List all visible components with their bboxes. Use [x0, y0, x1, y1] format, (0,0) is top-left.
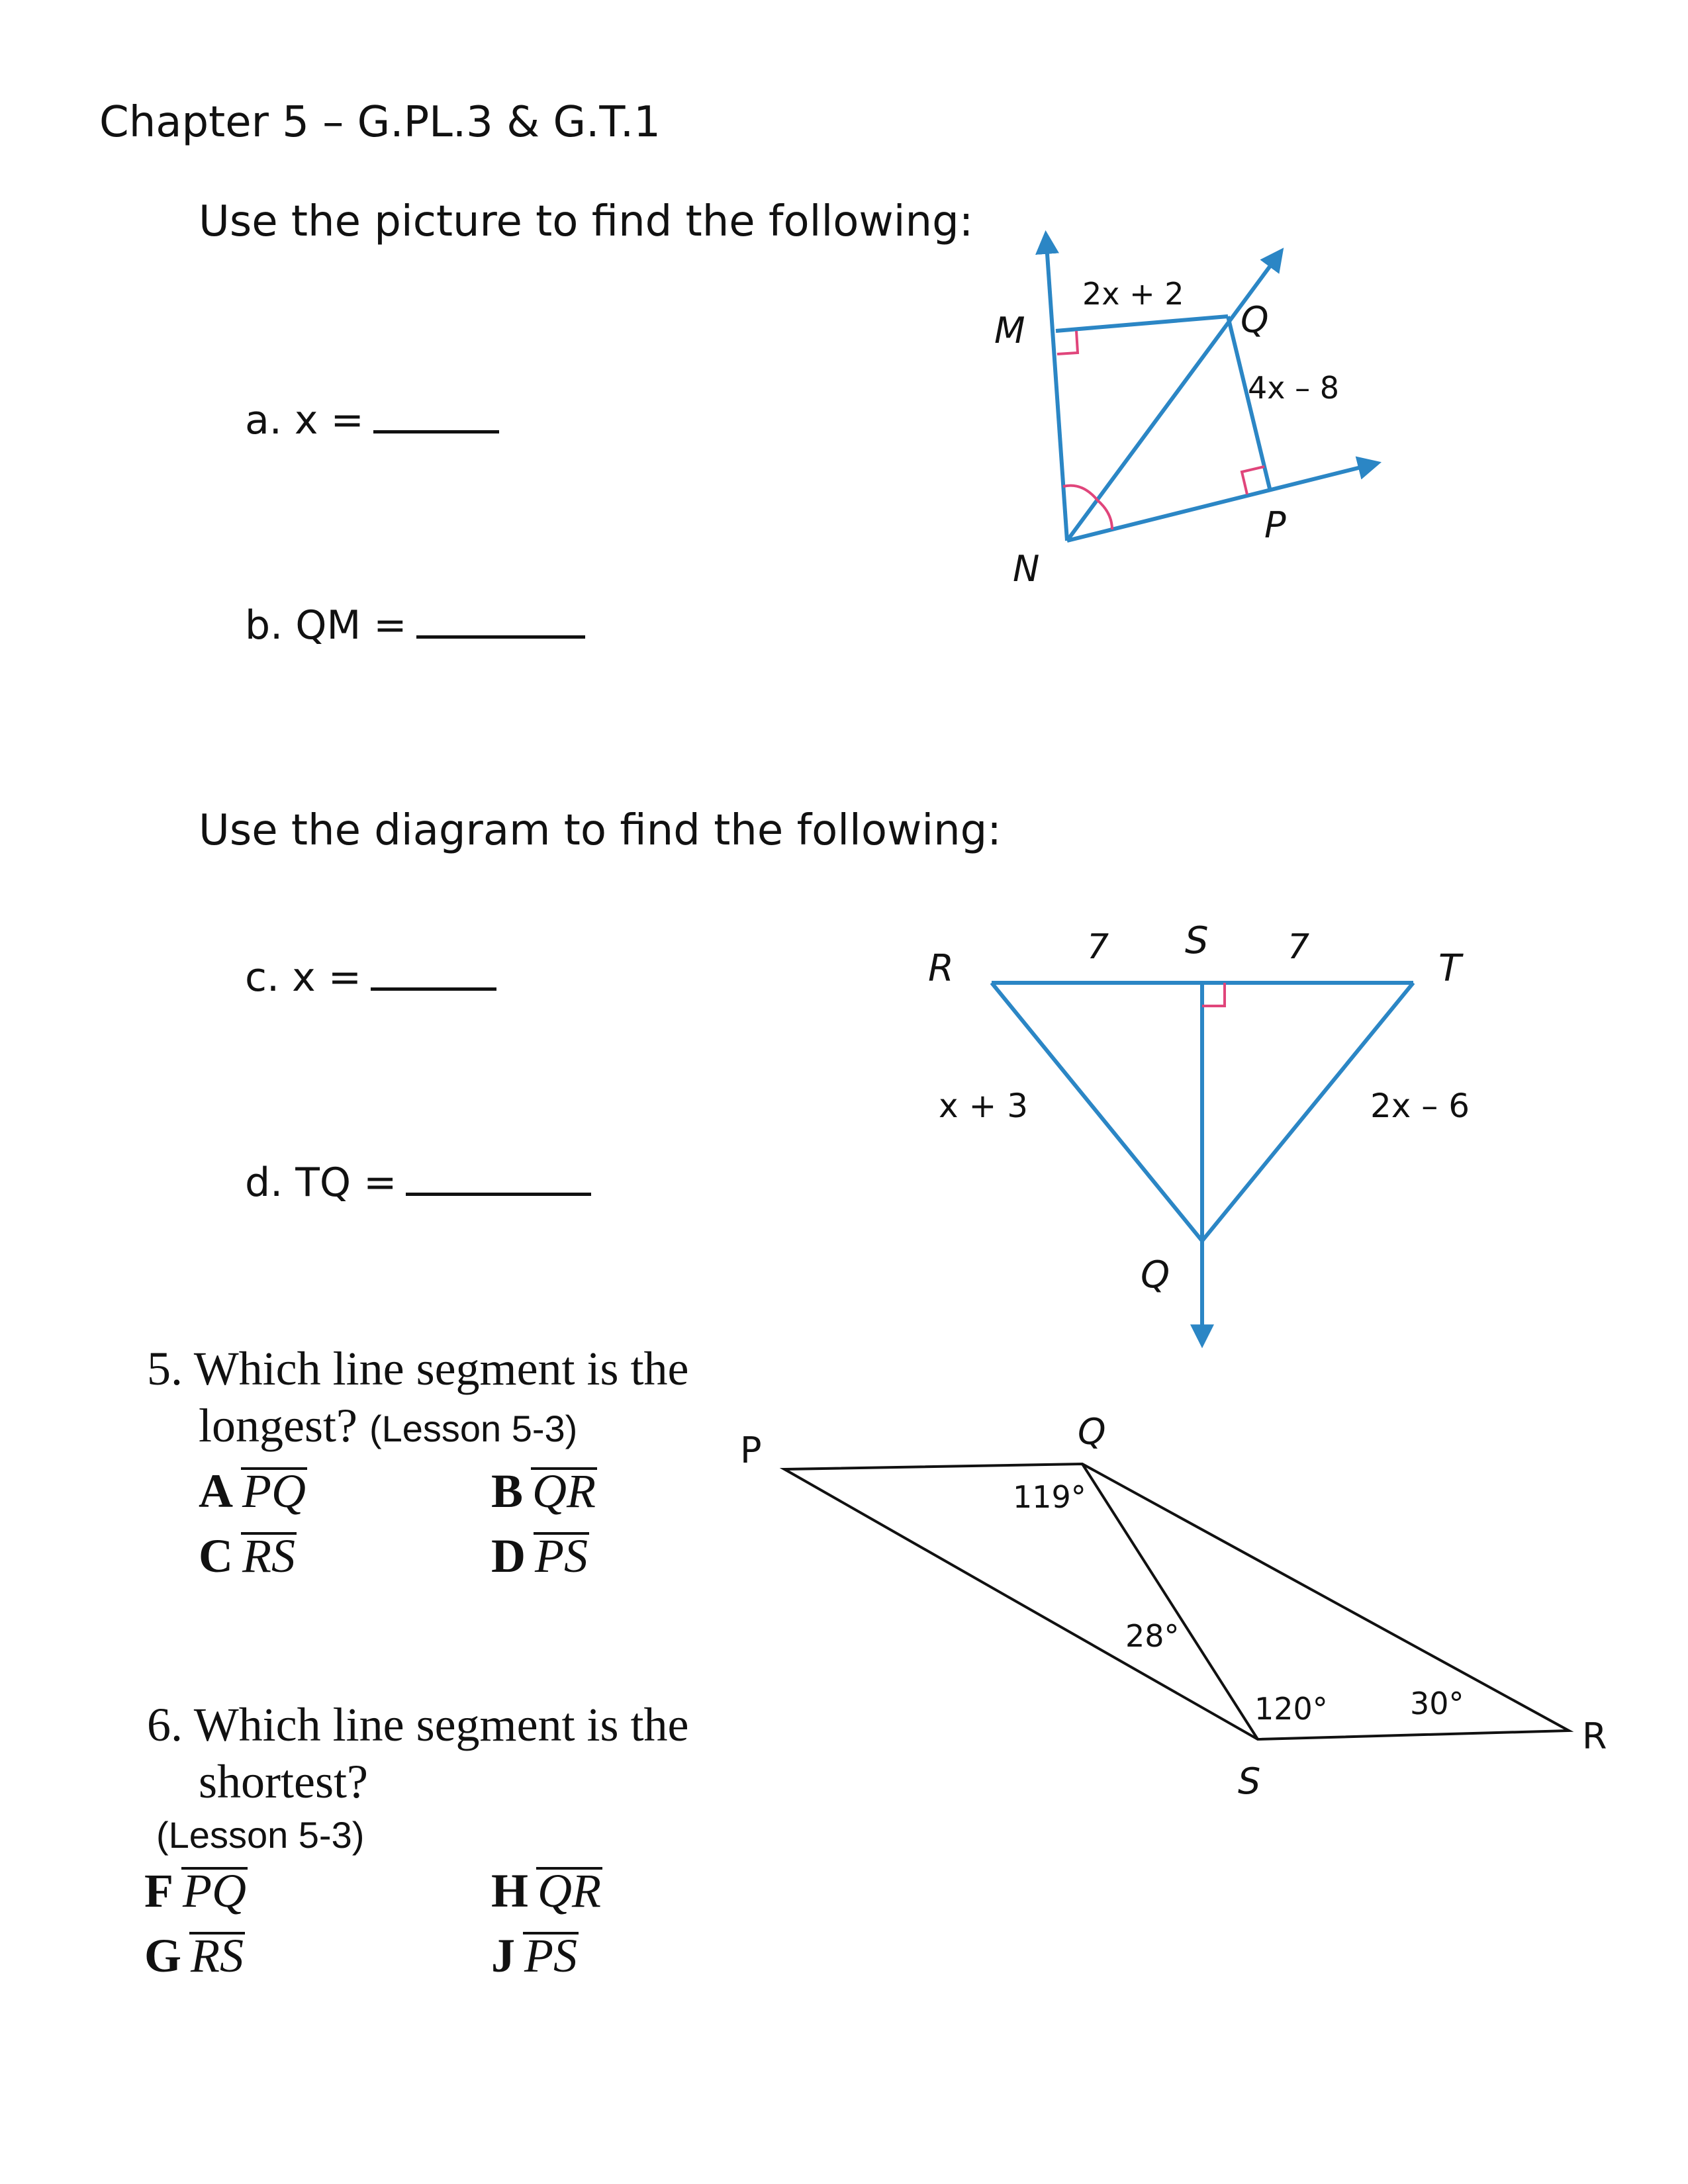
right-angle-m — [1057, 331, 1078, 354]
answer-c-label: c. x = — [245, 954, 361, 1001]
expr-rq: x + 3 — [939, 1087, 1029, 1125]
question-6-line2: shortest? — [199, 1755, 368, 1808]
quad-label-r: R — [1582, 1715, 1607, 1757]
diagonal-qs — [1082, 1464, 1258, 1739]
q6-option-h-segment: QR — [538, 1864, 601, 1917]
q6-option-f-letter: F — [144, 1864, 173, 1917]
q6-option-j-letter: J — [491, 1929, 515, 1982]
label-m: M — [994, 310, 1025, 351]
length-st: 7 — [1288, 927, 1310, 967]
instruction-diagram: Use the diagram to find the following: — [199, 806, 1002, 855]
answer-d-label: d. TQ = — [245, 1160, 397, 1206]
q6-option-h[interactable] — [491, 1864, 602, 1919]
question-6-lesson: (Lesson 5-3) — [156, 1814, 365, 1856]
label-q: Q — [1241, 299, 1269, 341]
expr-tq: 2x – 6 — [1370, 1087, 1470, 1125]
angle-label-s: 120° — [1254, 1691, 1328, 1727]
quad-label-p: P — [740, 1430, 762, 1471]
q5-option-c-segment: RS — [242, 1529, 295, 1582]
label-n: N — [1013, 548, 1040, 590]
label-s: S — [1185, 919, 1209, 962]
angle-label-q: 119° — [1013, 1479, 1086, 1515]
right-angle-s — [1202, 983, 1225, 1006]
q5-option-a-segment: PQ — [242, 1465, 306, 1518]
q5-option-d[interactable] — [491, 1529, 589, 1584]
answer-b-blank[interactable] — [416, 602, 585, 639]
question-5-line2 — [199, 1397, 577, 1457]
segment-mq — [1056, 316, 1228, 331]
q5-option-b-segment: QR — [532, 1465, 596, 1518]
answer-a-label: a. x = — [245, 397, 364, 443]
q5-option-c[interactable] — [199, 1529, 297, 1584]
ray-nm — [1046, 235, 1067, 541]
label-t: T — [1438, 947, 1462, 990]
expr-mq: 2x + 2 — [1082, 276, 1184, 312]
q5-option-c-letter: C — [199, 1529, 233, 1582]
answer-b-label: b. QM = — [245, 602, 407, 649]
q6-option-f-segment: PQ — [182, 1864, 246, 1917]
instruction-picture: Use the picture to find the following: — [199, 197, 974, 246]
expr-qp: 4x – 8 — [1248, 370, 1339, 406]
q6-option-g-letter: G — [144, 1929, 182, 1982]
q6-option-g[interactable] — [144, 1929, 245, 1983]
q5-option-d-letter: D — [491, 1529, 526, 1582]
q5-option-a[interactable] — [199, 1464, 307, 1519]
q6-option-h-letter: H — [491, 1864, 529, 1917]
angle-label-r: 30° — [1410, 1686, 1464, 1721]
label-q2: Q — [1141, 1253, 1170, 1297]
answer-a — [245, 397, 499, 443]
q5-option-b[interactable] — [491, 1464, 597, 1519]
answer-a-blank[interactable] — [373, 397, 499, 433]
q6-option-j[interactable] — [491, 1929, 579, 1983]
answer-c-blank[interactable] — [371, 954, 496, 991]
label-p: P — [1264, 504, 1286, 546]
q5-option-a-letter: A — [199, 1465, 233, 1518]
question-5-lesson: (Lesson 5-3) — [369, 1408, 578, 1449]
q5-option-d-segment: PS — [535, 1529, 588, 1582]
question-5-longest: longest? — [199, 1399, 357, 1452]
question-6-line1: 6. Which line segment is the — [147, 1698, 689, 1751]
question-5-line1: 5. Which line segment is the — [147, 1342, 689, 1395]
q6-option-f[interactable] — [144, 1864, 248, 1919]
figure-quadrilateral — [728, 1403, 1655, 1813]
answer-d-blank[interactable] — [406, 1160, 591, 1196]
quad-label-q: Q — [1078, 1411, 1106, 1453]
angle-mark-n-1 — [1063, 486, 1098, 500]
label-r: R — [928, 947, 954, 990]
angle-label-s-top: 28° — [1125, 1618, 1180, 1654]
quad-label-s: S — [1238, 1760, 1261, 1802]
figure-angle-bisector — [953, 218, 1430, 615]
q6-option-g-segment: RS — [191, 1929, 244, 1982]
answer-c — [245, 954, 496, 1001]
answer-b — [245, 602, 585, 649]
q5-option-b-letter: B — [491, 1465, 524, 1518]
answer-d — [245, 1160, 591, 1206]
length-rs: 7 — [1087, 927, 1109, 967]
angle-mark-n-2 — [1098, 500, 1112, 529]
q6-option-j-segment: PS — [524, 1929, 577, 1982]
page-title: Chapter 5 – G.PL.3 & G.T.1 — [99, 98, 661, 147]
figure-perpendicular-bisector — [914, 913, 1496, 1390]
